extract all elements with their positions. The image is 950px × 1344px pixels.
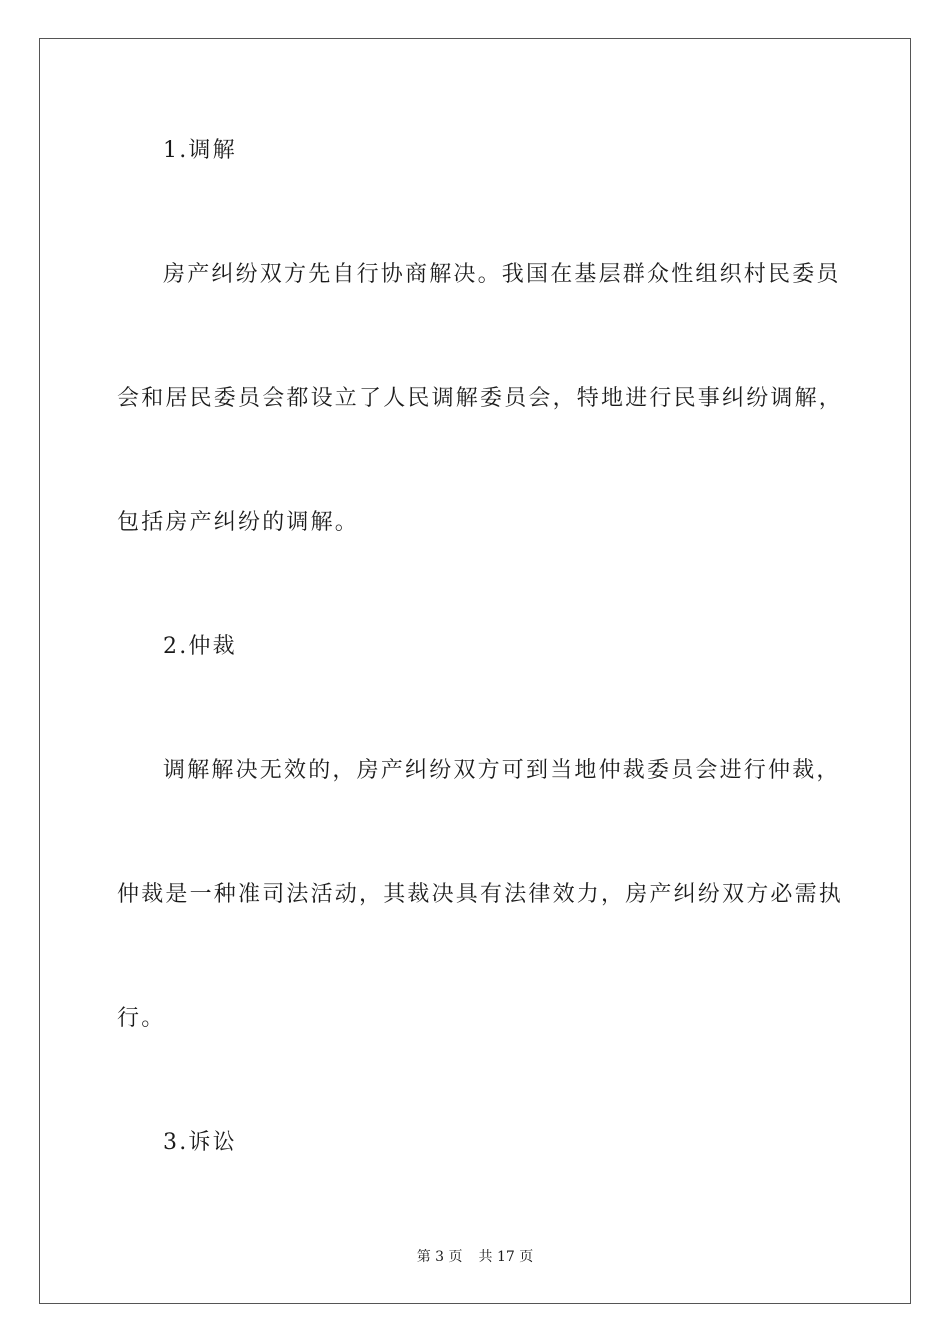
page-border	[39, 38, 911, 1304]
paragraph-line: 行。	[117, 1006, 166, 1031]
section-heading-mediation: 1.调解	[163, 138, 237, 163]
paragraph-line: 调解解决无效的，房产纠纷双方可到当地仲裁委员会进行仲裁，	[163, 758, 841, 783]
paragraph-line: 仲裁是一种准司法活动，其裁决具有法律效力，房产纠纷双方必需执	[117, 882, 844, 907]
page-footer	[0, 1248, 950, 1266]
paragraph-line: 房产纠纷双方先自行协商解决。我国在基层群众性组织村民委员	[163, 262, 841, 287]
paragraph-line: 会和居民委员会都设立了人民调解委员会，特地进行民事纠纷调解，	[117, 386, 844, 411]
section-heading-arbitration: 2.仲裁	[163, 634, 237, 659]
page-total: 共 17 页	[478, 1249, 534, 1265]
page-number: 第 3 页	[416, 1249, 463, 1265]
paragraph-line: 包括房产纠纷的调解。	[117, 510, 360, 535]
section-heading-litigation: 3.诉讼	[163, 1130, 237, 1155]
